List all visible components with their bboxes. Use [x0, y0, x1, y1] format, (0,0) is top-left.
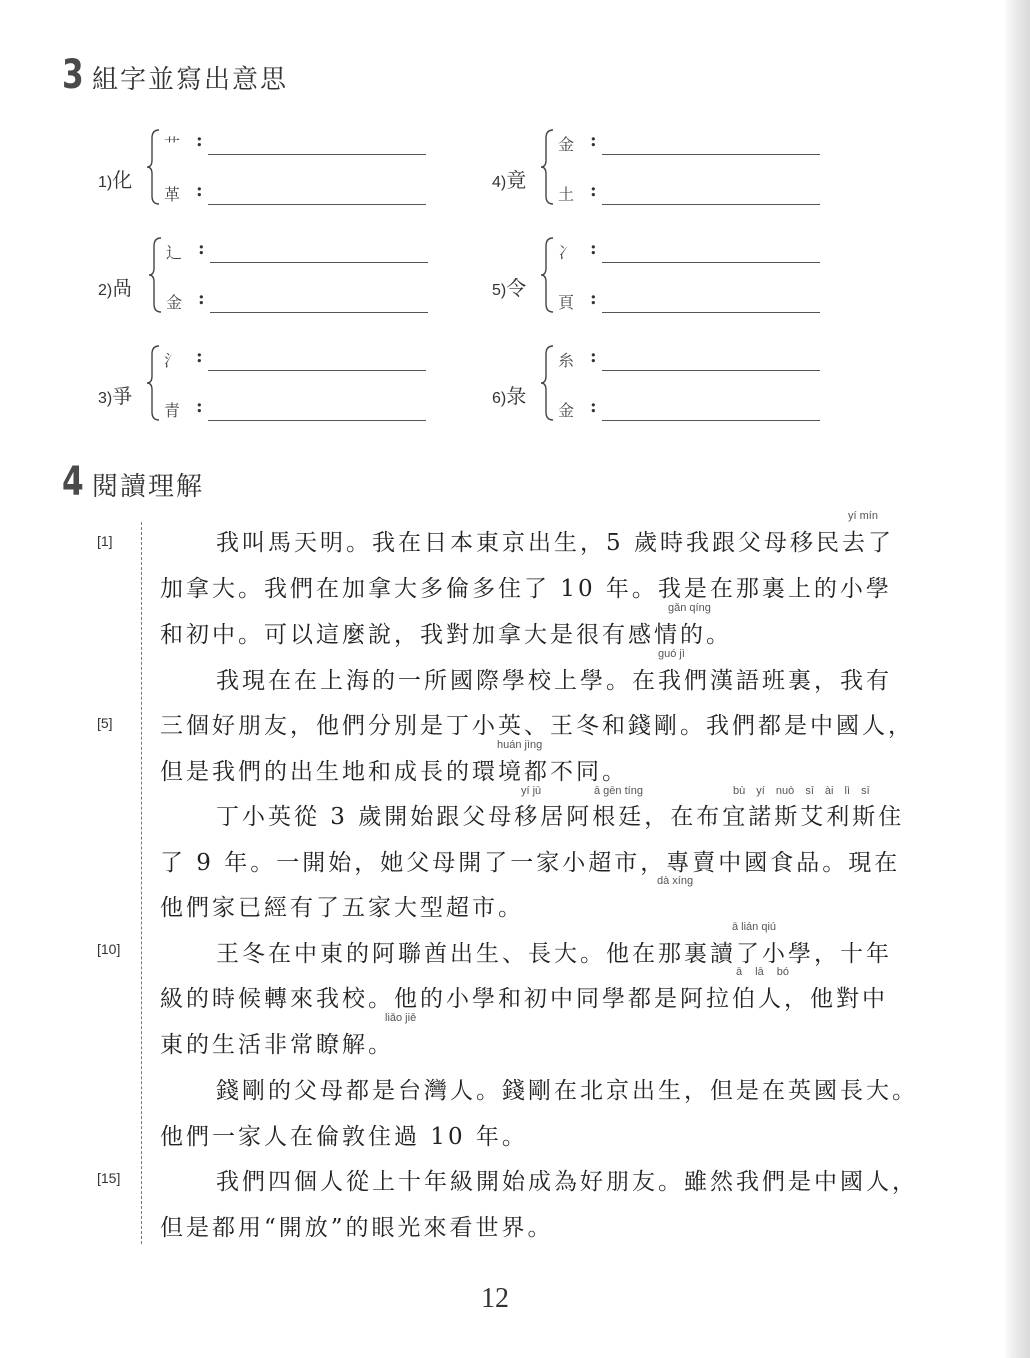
exercise-item	[98, 128, 458, 228]
colon: :	[196, 130, 203, 151]
answer-blank-line[interactable]	[602, 154, 820, 155]
passage-line: 我現在在上海的一所國際學校上學。在我們漢語班裏，我有	[216, 668, 892, 694]
pinyin-annotation: ā gēn tíng	[594, 785, 643, 797]
exercise-character: 爭	[112, 384, 133, 408]
answer-blank-line[interactable]	[208, 370, 426, 371]
section-3-heading	[62, 52, 288, 98]
exercise-character: 彔	[506, 384, 527, 408]
passage-line: 了 9 年。一開始，她父母開了一家小超市，專賣中國食品。現在	[160, 850, 901, 876]
pinyin-annotation: yí mín	[848, 510, 878, 522]
passage-line: 加拿大。我們在加拿大多倫多住了 10 年。我是在那裏上的小學	[160, 576, 892, 602]
passage-line: 我們四個人從上十年級開始成為好朋友。雖然我們是中國人，	[216, 1169, 918, 1195]
radical-component: 冫	[558, 243, 575, 262]
passage-line: 他們一家人在倫敦住過 10 年。	[160, 1124, 528, 1150]
colon: :	[590, 396, 597, 417]
curly-brace	[146, 128, 160, 206]
passage-line: 他們家已經有了五家大型超市。	[160, 895, 524, 921]
passage-line: 級的時候轉來我校。他的小學和初中同學都是阿拉伯人，他對中	[160, 986, 888, 1012]
exercise-label	[98, 272, 132, 301]
radical-component: 艹	[164, 135, 181, 154]
section-3-title: 組字並寫出意思	[92, 65, 289, 95]
section-4-title: 閱讀理解	[92, 472, 205, 502]
radical-component: 金	[558, 135, 575, 154]
pinyin-annotation: dà xíng	[657, 875, 694, 887]
exercise-item	[492, 344, 852, 444]
radical-component: 辶	[166, 243, 183, 262]
pinyin-annotation: bù yí nuò sī ài lì sī	[733, 785, 870, 797]
answer-blank-line[interactable]	[602, 262, 820, 263]
line-number-marker: [1]	[97, 533, 113, 549]
passage-line: 錢剛的父母都是台灣人。錢剛在北京出生，但是在英國長大。	[216, 1078, 918, 1104]
exercise-number: 2)	[98, 282, 113, 299]
section-3-number: 3	[62, 52, 84, 98]
answer-blank-line[interactable]	[602, 420, 820, 421]
colon: :	[196, 396, 203, 417]
colon: :	[590, 180, 597, 201]
pinyin-annotation: huán jìng	[497, 739, 543, 751]
line-margin-divider	[141, 522, 142, 1244]
curly-brace	[148, 236, 162, 314]
page-edge-shadow	[1004, 0, 1030, 1358]
exercise-item	[492, 236, 852, 336]
radical-component: 糸	[558, 351, 575, 370]
answer-blank-line[interactable]	[602, 312, 820, 313]
passage-line: 我叫馬天明。我在日本東京出生，5 歲時我跟父母移民去了	[216, 530, 894, 556]
exercise-number: 1)	[98, 174, 113, 191]
exercise-item	[492, 128, 852, 228]
exercise-character: 竟	[506, 168, 527, 192]
page-number: 12	[481, 1283, 509, 1314]
answer-blank-line[interactable]	[208, 204, 426, 205]
pinyin-annotation: ā lā bó	[736, 966, 790, 978]
curly-brace	[146, 344, 160, 422]
exercise-character: 化	[112, 168, 133, 192]
passage-line: 三個好朋友，他們分別是丁小英、王冬和錢剛。我們都是中國人，	[160, 713, 914, 739]
passage-line: 王冬在中東的阿聯酋出生、長大。他在那裏讀了小學，十年	[216, 941, 892, 967]
colon: :	[590, 130, 597, 151]
radical-component: 頁	[558, 293, 575, 312]
curly-brace	[540, 236, 554, 314]
exercise-item	[98, 344, 458, 444]
radical-component: 金	[166, 293, 183, 312]
exercise-number: 4)	[492, 174, 507, 191]
radical-component: 氵	[164, 351, 181, 370]
colon: :	[198, 288, 205, 309]
pinyin-annotation: yí jū	[521, 785, 542, 797]
exercise-label	[492, 380, 526, 409]
answer-blank-line[interactable]	[602, 204, 820, 205]
colon: :	[590, 346, 597, 367]
radical-component: 革	[164, 185, 181, 204]
curly-brace	[540, 128, 554, 206]
colon: :	[196, 346, 203, 367]
exercise-item	[98, 236, 458, 336]
curly-brace	[540, 344, 554, 422]
answer-blank-line[interactable]	[208, 420, 426, 421]
exercise-number: 3)	[98, 390, 113, 407]
exercise-character: 咼	[112, 276, 133, 300]
exercise-label	[98, 380, 132, 409]
line-number-marker: [5]	[97, 715, 113, 731]
passage-line: 但是都用“開放”的眼光來看世界。	[160, 1215, 554, 1241]
radical-component: 青	[164, 401, 181, 420]
passage-line: 和初中。可以這麼說，我對加拿大是很有感情的。	[160, 622, 732, 648]
line-number-marker: [15]	[97, 1170, 121, 1186]
exercise-label	[492, 164, 526, 193]
passage-line: 東的生活非常瞭解。	[160, 1032, 394, 1058]
exercise-character: 令	[506, 276, 527, 300]
exercise-number: 5)	[492, 282, 507, 299]
answer-blank-line[interactable]	[210, 262, 428, 263]
colon: :	[198, 238, 205, 259]
exercise-label	[492, 272, 526, 301]
line-number-marker: [10]	[97, 941, 121, 957]
section-4-heading	[62, 459, 204, 505]
answer-blank-line[interactable]	[602, 370, 820, 371]
colon: :	[590, 288, 597, 309]
colon: :	[196, 180, 203, 201]
pinyin-annotation: liǎo jiě	[385, 1012, 417, 1024]
colon: :	[590, 238, 597, 259]
section-4-number: 4	[62, 459, 84, 505]
answer-blank-line[interactable]	[208, 154, 426, 155]
pinyin-annotation: gǎn qíng	[668, 602, 711, 614]
passage-line: 丁小英從 3 歲開始跟父母移居阿根廷，在布宜諾斯艾利斯住	[216, 804, 905, 830]
answer-blank-line[interactable]	[210, 312, 428, 313]
pinyin-annotation: ā lián qiú	[732, 921, 777, 933]
radical-component: 土	[558, 185, 575, 204]
exercise-number: 6)	[492, 390, 507, 407]
radical-component: 金	[558, 401, 575, 420]
pinyin-annotation: guó jì	[658, 648, 685, 660]
exercise-label	[98, 164, 132, 193]
passage-line: 但是我們的出生地和成長的環境都不同。	[160, 759, 628, 785]
